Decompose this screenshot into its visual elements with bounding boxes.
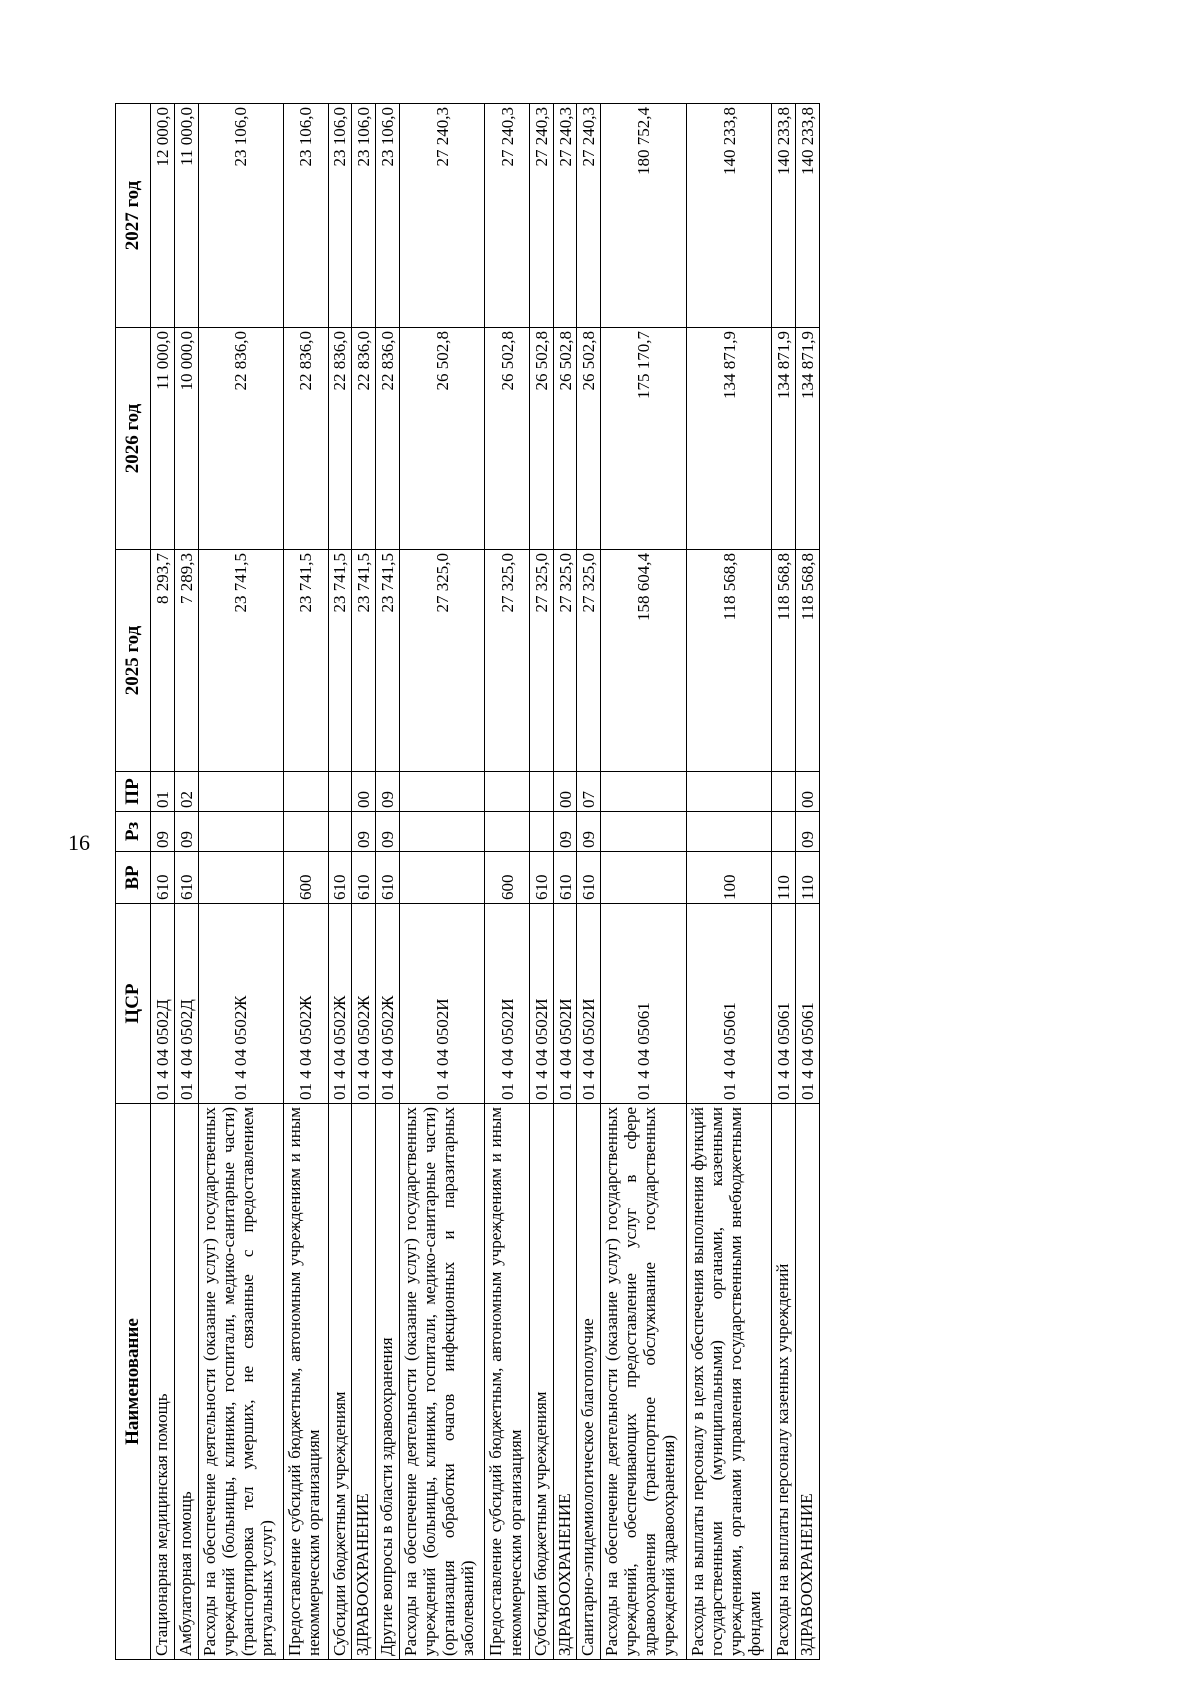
header-pr: ПР: [116, 772, 151, 812]
cell-vr: 100: [686, 852, 772, 904]
cell-vr: 610: [529, 852, 553, 904]
cell-vr: 610: [151, 852, 175, 904]
cell-vr: [601, 852, 687, 904]
cell-2026: 10 000,0: [174, 328, 198, 550]
cell-csr: 01 4 04 0502Ж: [284, 904, 328, 1104]
table-row: [577, 104, 601, 1660]
table-row: [485, 104, 529, 1660]
table-row: [151, 104, 175, 1660]
cell-2027: 23 106,0: [284, 104, 328, 328]
cell-csr: 01 4 04 0502И: [485, 904, 529, 1104]
cell-2027: 12 000,0: [151, 104, 175, 328]
cell-2025: 23 741,5: [328, 550, 352, 772]
cell-rz: [399, 812, 485, 852]
table-row: [553, 104, 577, 1660]
cell-name: Предоставление субсидий бюджетным, автономным учреждениям и иным некоммерческим организациям: [485, 1104, 529, 1660]
cell-rz: [328, 812, 352, 852]
cell-2025: 27 325,0: [553, 550, 577, 772]
budget-table: [115, 103, 820, 1660]
cell-name: Амбулаторная помощь: [174, 1104, 198, 1660]
cell-csr: 01 4 04 0502И: [553, 904, 577, 1104]
cell-pr: [601, 772, 687, 812]
cell-pr: 00: [352, 772, 376, 812]
cell-csr: 01 4 04 0502Д: [151, 904, 175, 1104]
cell-vr: 610: [553, 852, 577, 904]
cell-2027: 27 240,3: [485, 104, 529, 328]
cell-2026: 175 170,7: [601, 328, 687, 550]
cell-name: Субсидии бюджетным учреждениям: [328, 1104, 352, 1660]
table-row: [198, 104, 284, 1660]
cell-2025: 23 741,5: [352, 550, 376, 772]
cell-2025: 27 325,0: [485, 550, 529, 772]
cell-2026: 26 502,8: [553, 328, 577, 550]
cell-2026: 26 502,8: [399, 328, 485, 550]
table-body: [151, 104, 820, 1660]
cell-pr: [529, 772, 553, 812]
header-2027: 2027 год: [116, 104, 151, 328]
cell-pr: [399, 772, 485, 812]
rotated-table-wrapper: [115, 104, 820, 1660]
cell-2025: 8 293,7: [151, 550, 175, 772]
cell-name: Другие вопросы в области здравоохранения: [376, 1104, 400, 1660]
table-row: [174, 104, 198, 1660]
cell-2026: 26 502,8: [485, 328, 529, 550]
cell-2026: 134 871,9: [686, 328, 772, 550]
table-row: [352, 104, 376, 1660]
cell-2025: 118 568,8: [686, 550, 772, 772]
cell-rz: [284, 812, 328, 852]
cell-csr: 01 4 04 05061: [686, 904, 772, 1104]
cell-name: Расходы на выплаты персоналу казенных учреждений: [772, 1104, 796, 1660]
table-row: [376, 104, 400, 1660]
cell-2025: 118 568,8: [772, 550, 796, 772]
cell-2025: 27 325,0: [529, 550, 553, 772]
cell-rz: 09: [376, 812, 400, 852]
cell-name: Расходы на обеспечение деятельности (оказание услуг) государственных учреждений (больницы, клиники, госпитали, медико-санитарные части) (организация обработки очагов инфекционных и паразитарных заболеваний): [399, 1104, 485, 1660]
cell-rz: 09: [796, 812, 820, 852]
cell-vr: [198, 852, 284, 904]
cell-2027: 140 233,8: [772, 104, 796, 328]
cell-rz: 09: [352, 812, 376, 852]
cell-vr: 610: [174, 852, 198, 904]
cell-2027: 140 233,8: [796, 104, 820, 328]
header-rz: Рз: [116, 812, 151, 852]
cell-2027: 27 240,3: [399, 104, 485, 328]
page-number: 16: [68, 830, 90, 855]
cell-csr: 01 4 04 05061: [796, 904, 820, 1104]
cell-name: Расходы на выплаты персоналу в целях обеспечения выполнения функций государственными (муниципальными) органами, казенными учреждениями, органами управления государственными внебюджетными фондами: [686, 1104, 772, 1660]
cell-name: Стационарная медицинская помощь: [151, 1104, 175, 1660]
cell-pr: 00: [553, 772, 577, 812]
cell-2025: 27 325,0: [577, 550, 601, 772]
table-row: [399, 104, 485, 1660]
cell-pr: [198, 772, 284, 812]
table-row: [284, 104, 328, 1660]
cell-pr: 00: [796, 772, 820, 812]
cell-2026: 134 871,9: [796, 328, 820, 550]
cell-csr: 01 4 04 0502Ж: [198, 904, 284, 1104]
table-row: [328, 104, 352, 1660]
cell-csr: 01 4 04 0502И: [399, 904, 485, 1104]
cell-vr: 610: [376, 852, 400, 904]
cell-name: Расходы на обеспечение деятельности (оказание услуг) государственных учреждений, обеспечивающих предоставление услуг в сфере здравоохранения (транспортное обслуживание государственных учреждений здравоохранения): [601, 1104, 687, 1660]
cell-pr: [328, 772, 352, 812]
cell-name: ЗДРАВООХРАНЕНИЕ: [352, 1104, 376, 1660]
cell-2027: 23 106,0: [198, 104, 284, 328]
cell-rz: [686, 812, 772, 852]
cell-2026: 11 000,0: [151, 328, 175, 550]
cell-vr: 610: [577, 852, 601, 904]
cell-csr: 01 4 04 0502И: [529, 904, 553, 1104]
cell-2025: 23 741,5: [198, 550, 284, 772]
cell-2027: 27 240,3: [553, 104, 577, 328]
cell-name: ЗДРАВООХРАНЕНИЕ: [553, 1104, 577, 1660]
cell-pr: 02: [174, 772, 198, 812]
cell-csr: 01 4 04 05061: [601, 904, 687, 1104]
cell-csr: 01 4 04 0502И: [577, 904, 601, 1104]
cell-2027: 23 106,0: [352, 104, 376, 328]
table-header-row: [116, 104, 151, 1660]
header-2025: 2025 год: [116, 550, 151, 772]
cell-csr: 01 4 04 0502Ж: [376, 904, 400, 1104]
cell-rz: [198, 812, 284, 852]
cell-2025: 7 289,3: [174, 550, 198, 772]
cell-vr: 600: [485, 852, 529, 904]
cell-rz: [772, 812, 796, 852]
cell-pr: 09: [376, 772, 400, 812]
cell-2026: 22 836,0: [198, 328, 284, 550]
cell-rz: [485, 812, 529, 852]
header-name: Наименование: [116, 1104, 151, 1660]
cell-name: Субсидии бюджетным учреждениям: [529, 1104, 553, 1660]
cell-name: Расходы на обеспечение деятельности (оказание услуг) государственных учреждений (больницы, клиники, госпитали, медико-санитарные части) (транспортировка тел умерших, не связанные с предоставлением ритуальных услуг): [198, 1104, 284, 1660]
cell-csr: 01 4 04 0502Ж: [328, 904, 352, 1104]
cell-name: Санитарно-эпидемиологическое благополучие: [577, 1104, 601, 1660]
cell-2026: 26 502,8: [529, 328, 553, 550]
cell-2025: 118 568,8: [796, 550, 820, 772]
cell-vr: 610: [328, 852, 352, 904]
cell-vr: 610: [352, 852, 376, 904]
header-vr: ВР: [116, 852, 151, 904]
cell-2025: 23 741,5: [284, 550, 328, 772]
cell-2027: 27 240,3: [577, 104, 601, 328]
cell-pr: [686, 772, 772, 812]
cell-2026: 22 836,0: [376, 328, 400, 550]
cell-pr: [772, 772, 796, 812]
cell-rz: 09: [553, 812, 577, 852]
cell-2027: 180 752,4: [601, 104, 687, 328]
table-row: [686, 104, 772, 1660]
cell-2027: 23 106,0: [328, 104, 352, 328]
cell-2026: 22 836,0: [328, 328, 352, 550]
table-row: [796, 104, 820, 1660]
cell-2026: 134 871,9: [772, 328, 796, 550]
cell-csr: 01 4 04 05061: [772, 904, 796, 1104]
cell-pr: 07: [577, 772, 601, 812]
cell-rz: 09: [174, 812, 198, 852]
cell-vr: 110: [772, 852, 796, 904]
cell-pr: [485, 772, 529, 812]
cell-rz: [529, 812, 553, 852]
cell-2027: 140 233,8: [686, 104, 772, 328]
cell-rz: 09: [151, 812, 175, 852]
table-row: [529, 104, 553, 1660]
cell-2025: 23 741,5: [376, 550, 400, 772]
cell-name: ЗДРАВООХРАНЕНИЕ: [796, 1104, 820, 1660]
cell-name: Предоставление субсидий бюджетным, автономным учреждениям и иным некоммерческим организациям: [284, 1104, 328, 1660]
header-2026: 2026 год: [116, 328, 151, 550]
cell-rz: [601, 812, 687, 852]
cell-2027: 23 106,0: [376, 104, 400, 328]
cell-2027: 11 000,0: [174, 104, 198, 328]
cell-rz: 09: [577, 812, 601, 852]
cell-csr: 01 4 04 0502Д: [174, 904, 198, 1104]
table-row: [601, 104, 687, 1660]
header-csr: ЦСР: [116, 904, 151, 1104]
cell-2025: 158 604,4: [601, 550, 687, 772]
cell-vr: 600: [284, 852, 328, 904]
cell-2027: 27 240,3: [529, 104, 553, 328]
table-row: [772, 104, 796, 1660]
cell-2026: 22 836,0: [352, 328, 376, 550]
cell-2026: 22 836,0: [284, 328, 328, 550]
cell-vr: [399, 852, 485, 904]
cell-vr: 110: [796, 852, 820, 904]
cell-pr: 01: [151, 772, 175, 812]
cell-2026: 26 502,8: [577, 328, 601, 550]
cell-2025: 27 325,0: [399, 550, 485, 772]
cell-csr: 01 4 04 0502Ж: [352, 904, 376, 1104]
cell-pr: [284, 772, 328, 812]
